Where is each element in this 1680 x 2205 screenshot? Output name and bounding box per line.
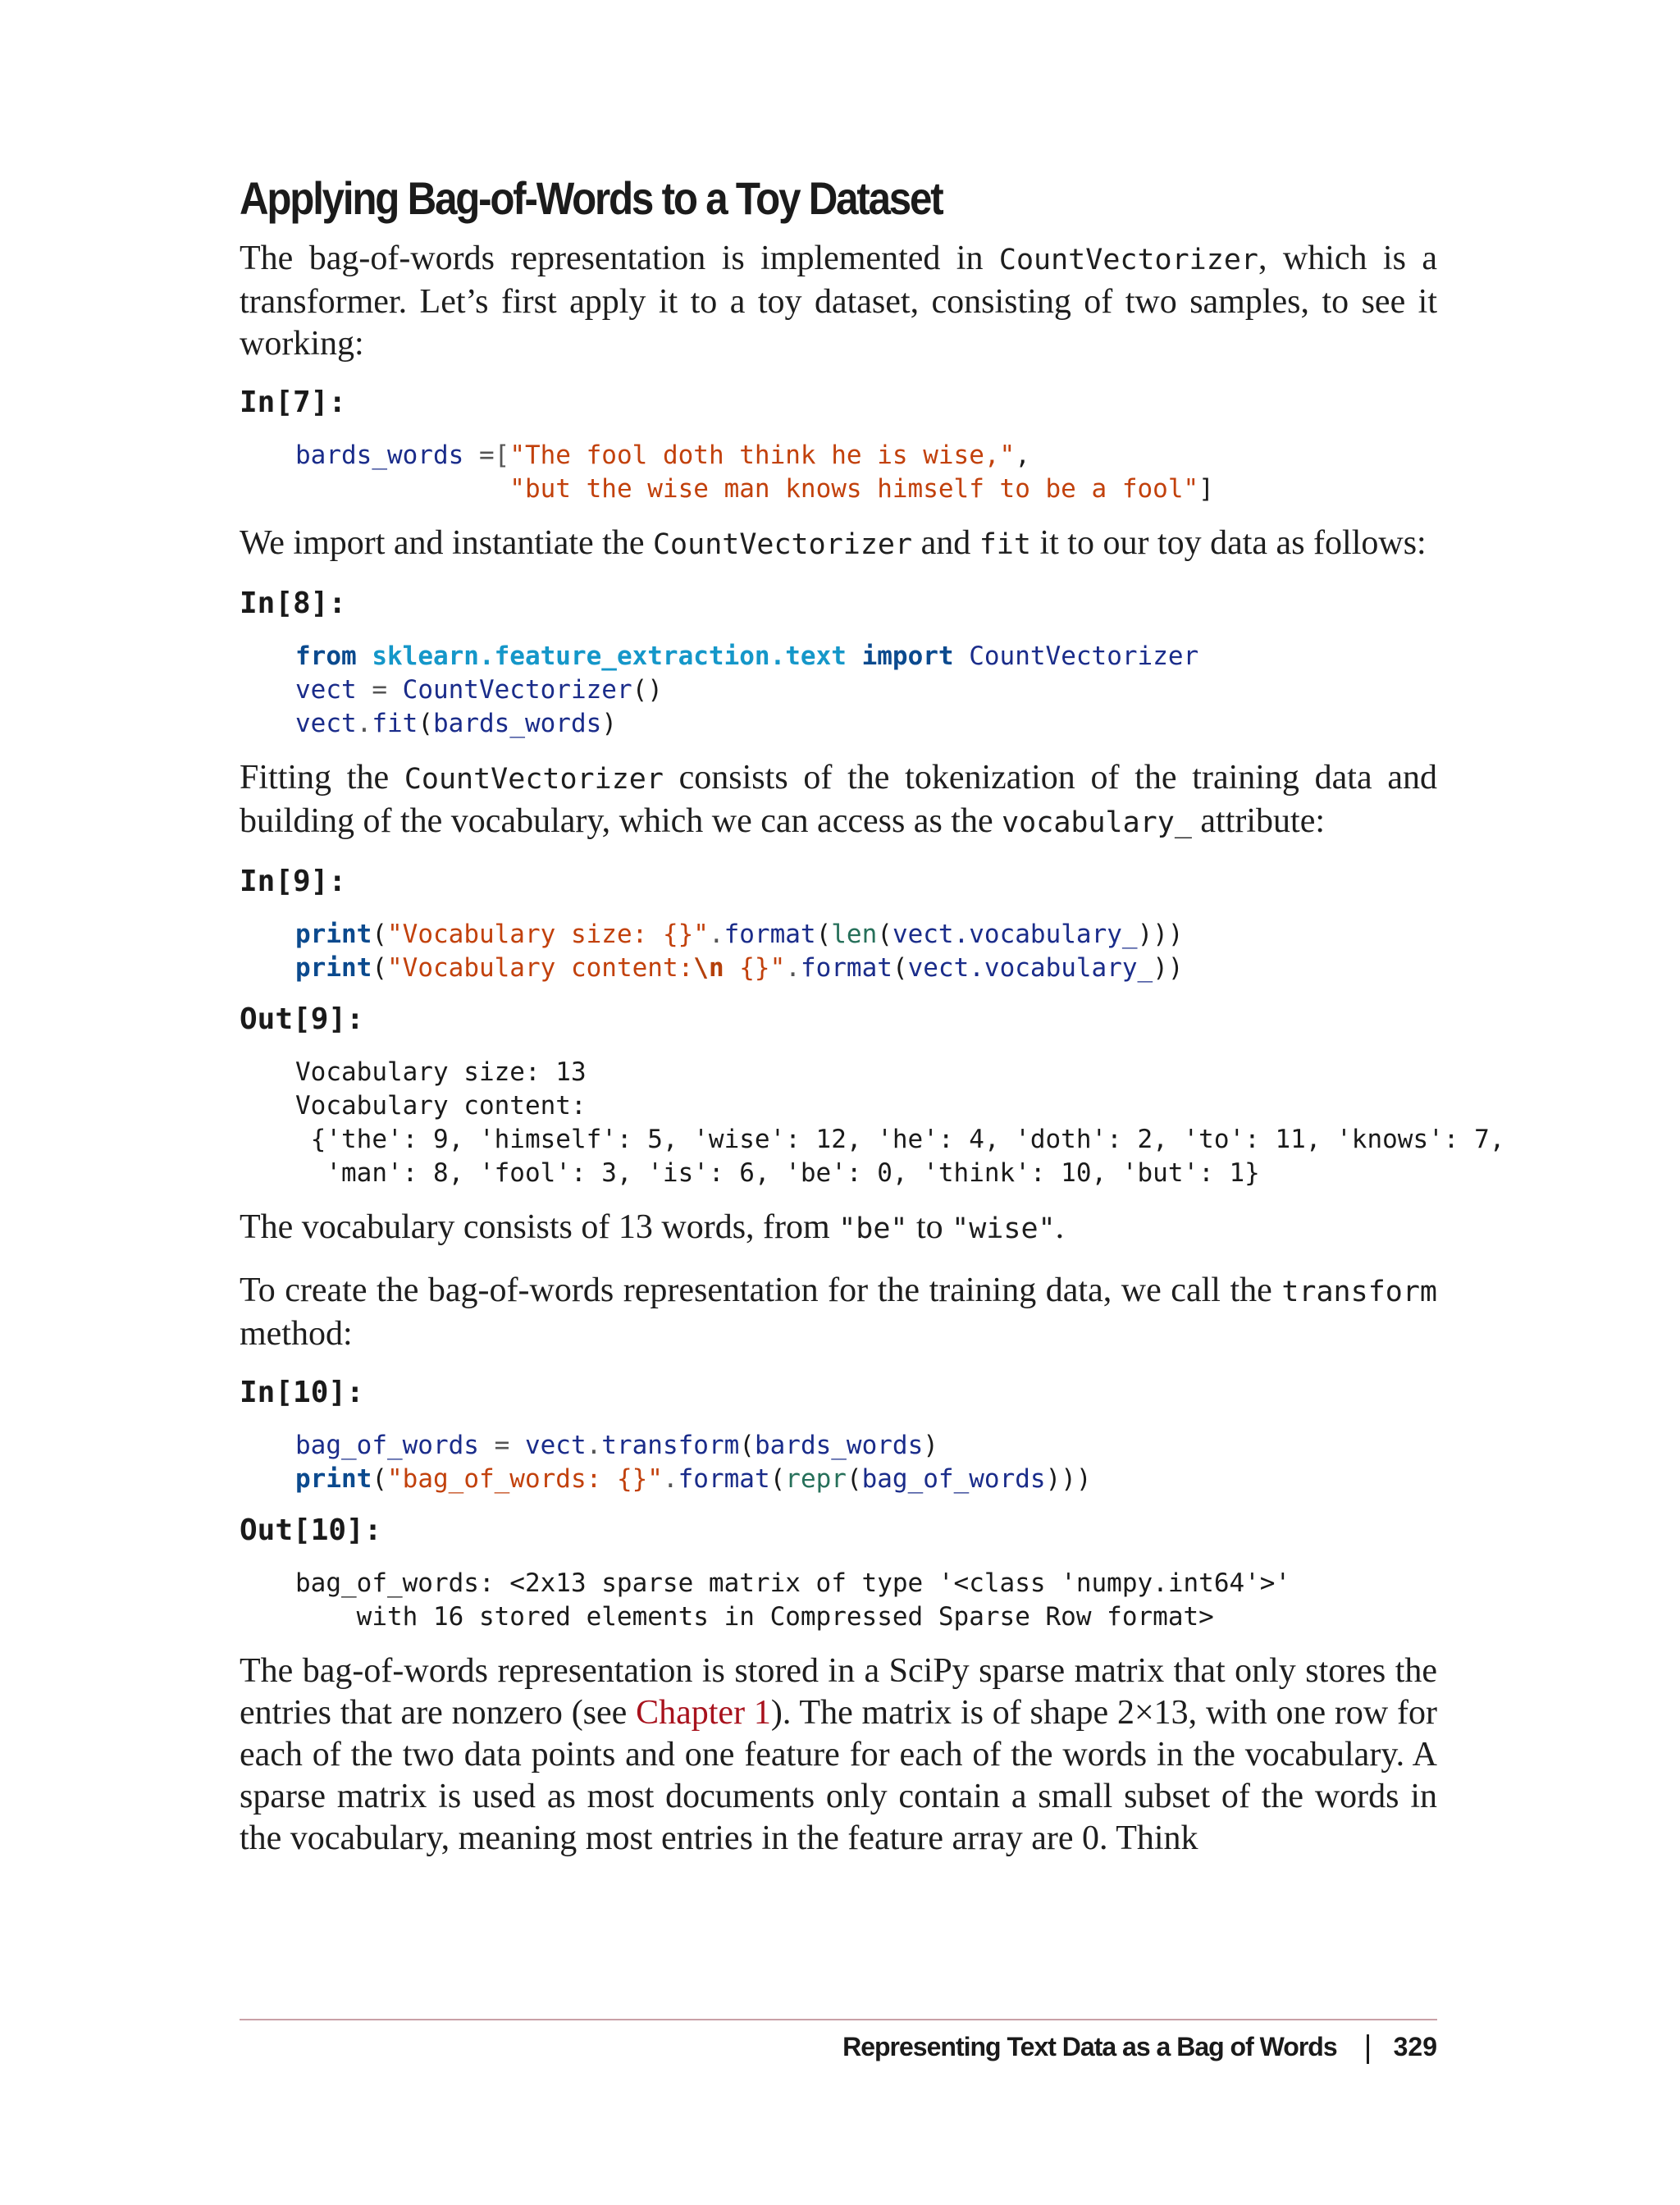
paragraph-vocab-summary <box>240 1207 1437 1250</box>
page-content <box>240 171 1505 1860</box>
code-token: format <box>800 953 892 983</box>
code-token: =[ <box>463 441 510 470</box>
code-token: . <box>586 1431 602 1460</box>
code-token: fit <box>372 709 418 738</box>
code-token: ( <box>372 920 387 949</box>
code-block-in8 <box>295 640 1437 741</box>
inline-code: "wise" <box>952 1212 1056 1245</box>
inline-code: CountVectorizer <box>998 244 1258 276</box>
output-block-out10: bag_of_words: <2x13 sparse matrix of type '<class 'numpy.int64'>' with 16 stored elements in Compressed Sparse Row format> <box>295 1568 1291 1632</box>
code-token: print <box>295 920 372 949</box>
inline-code: vocabulary_ <box>1002 806 1192 839</box>
footer-rule <box>240 2019 1437 2020</box>
inline-code: CountVectorizer <box>652 528 913 561</box>
code-token: bards_words <box>754 1431 924 1460</box>
code-token: )) <box>1153 953 1184 983</box>
text-run: and <box>912 524 979 562</box>
code-token: CountVectorizer <box>969 641 1199 671</box>
paragraph-sparse-matrix <box>240 1650 1437 1860</box>
code-token: ( <box>372 953 387 983</box>
code-token: print <box>295 953 372 983</box>
code-token: "Vocabulary content: <box>387 953 694 983</box>
inline-code: CountVectorizer <box>404 763 664 796</box>
text-run: ). The matrix is of shape 2×13, with one row for each of the two data points and one feature for each of the words in the vocabulary. A sparse matrix is used as most documents only contain a small subset of the words in the vocabulary, meaning most entries in the feature array are 0. Think <box>240 1694 1437 1857</box>
chapter-link[interactable]: Chapter 1 <box>636 1694 771 1732</box>
text-run: , which is a transformer. Let’s first apply it to a toy dataset, consisting of two samples, to see it working: <box>240 240 1438 363</box>
text-run: The bag-of-words representation is implemented in <box>240 240 999 277</box>
code-token: () <box>632 675 663 705</box>
text-run: consists of the tokenization of the training data and building of the vocabulary, which we can access as the <box>240 759 1437 840</box>
inline-code: "be" <box>838 1212 908 1245</box>
code-token: vect <box>295 675 357 705</box>
text-run: attribute: <box>1191 802 1326 840</box>
code-block-in10 <box>295 1429 1437 1496</box>
code-token: , <box>1015 441 1030 470</box>
code-token: bards_words <box>295 441 464 470</box>
code-token: "The fool doth think he is wise," <box>509 441 1016 470</box>
paragraph-transform <box>240 1270 1437 1355</box>
code-indent <box>295 474 509 504</box>
code-token: repr <box>785 1464 847 1494</box>
code-token: "but the wise man knows himself to be a fool" <box>509 474 1199 504</box>
code-token: bards_words <box>433 709 602 738</box>
code-token: ) <box>923 1431 938 1460</box>
section-title: Applying Bag-of-Words to a Toy Dataset <box>240 172 943 224</box>
cell-label-in7: In[7]: <box>240 386 347 419</box>
code-token: ( <box>372 1464 387 1494</box>
text-run: We import and instantiate the <box>240 524 653 562</box>
code-token: len <box>831 920 878 949</box>
code-token: ( <box>769 1464 786 1494</box>
code-token: CountVectorizer <box>402 675 632 705</box>
code-token: vect <box>295 709 357 738</box>
code-token: {}" <box>724 953 786 983</box>
code-block-in7 <box>295 439 1437 506</box>
inline-code: transform <box>1281 1276 1437 1308</box>
code-token: ( <box>739 1431 755 1460</box>
code-token: ( <box>846 1464 862 1494</box>
text-run: . <box>1055 1208 1065 1246</box>
code-token: "Vocabulary size: {}" <box>387 920 709 949</box>
paragraph-fitting <box>240 757 1437 844</box>
running-title: Representing Text Data as a Bag of Words <box>842 2032 1337 2061</box>
text-run: To create the bag-of-words representation for the training data, we call the <box>240 1271 1282 1309</box>
text-run: The vocabulary consists of 13 words, from <box>240 1208 839 1246</box>
code-token: . <box>662 1464 678 1494</box>
text-run: to <box>907 1208 952 1246</box>
code-token: bag_of_words <box>861 1464 1046 1494</box>
code-token: = <box>478 1431 525 1460</box>
code-token: . <box>708 920 724 949</box>
cell-label-out9: Out[9]: <box>240 1002 364 1036</box>
text-run: Fitting the <box>240 759 404 797</box>
cell-label-in10: In[10]: <box>240 1376 364 1409</box>
cell-label-in8: In[8]: <box>240 587 347 620</box>
code-token: bag_of_words <box>295 1431 479 1460</box>
code-token: sklearn.feature_extraction.text <box>372 641 847 671</box>
paragraph-import <box>240 523 1437 566</box>
code-token: ( <box>418 709 433 738</box>
code-token: "bag_of_words: {}" <box>387 1464 663 1494</box>
output-block-out9: Vocabulary size: 13 Vocabulary content: {'the': 9, 'himself': 5, 'wise': 12, 'he': 4, 'doth': 2, 'to': 11, 'knows': 7, 'man': 8, 'fool': 3, 'is': 6, 'be': 0, 'think': 10, 'but': 1} <box>295 1057 1505 1188</box>
text-run: The bag-of-words representation is stored in a SciPy sparse matrix that only stores the entries that are nonzero (see <box>240 1652 1437 1732</box>
footer-separator <box>1367 2034 1369 2064</box>
code-token: print <box>295 1464 372 1494</box>
code-token: . <box>356 709 372 738</box>
code-token: import <box>861 641 954 671</box>
code-token: ))) <box>1137 920 1184 949</box>
code-token: format <box>724 920 816 949</box>
code-token: = <box>356 675 403 705</box>
code-block-in9 <box>295 918 1437 985</box>
code-token: ] <box>1198 474 1214 504</box>
code-token: ( <box>877 920 892 949</box>
code-token: ) <box>601 709 617 738</box>
code-token: ( <box>892 953 908 983</box>
code-token: from <box>295 641 357 671</box>
code-token: . <box>785 953 801 983</box>
code-token: vect.vocabulary_ <box>907 953 1153 983</box>
code-token: ( <box>815 920 832 949</box>
code-token: vect <box>524 1431 587 1460</box>
code-token: \n <box>693 953 724 983</box>
inline-code: fit <box>979 528 1031 561</box>
code-token: vect.vocabulary_ <box>892 920 1138 949</box>
page-number: 329 <box>1393 2032 1437 2061</box>
code-token: ))) <box>1045 1464 1092 1494</box>
text-run: it to our toy data as follows: <box>1030 524 1427 562</box>
cell-label-out10: Out[10]: <box>240 1513 382 1547</box>
cell-label-in9: In[9]: <box>240 865 347 898</box>
text-run: method: <box>240 1315 353 1353</box>
code-token: format <box>678 1464 770 1494</box>
paragraph-intro <box>240 238 1437 365</box>
code-token: transform <box>601 1431 740 1460</box>
page-footer <box>842 2030 1437 2064</box>
